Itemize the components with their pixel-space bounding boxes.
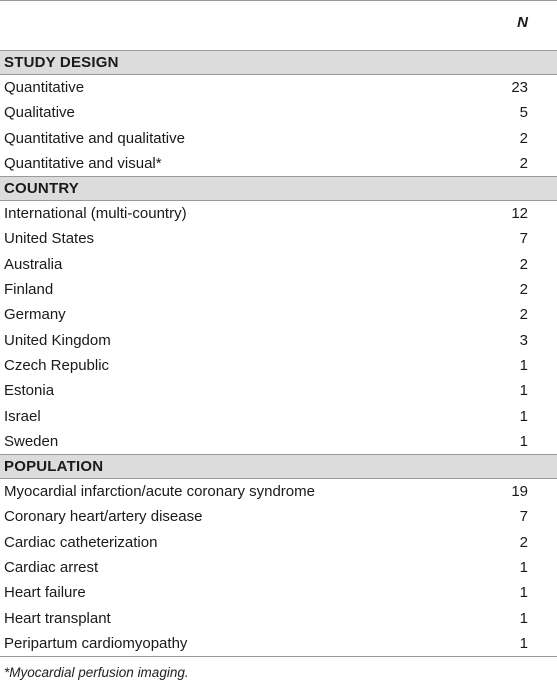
row-label: Sweden bbox=[4, 432, 59, 450]
row-label: International (multi-country) bbox=[4, 205, 187, 223]
row-label: Heart transplant bbox=[4, 609, 111, 627]
row-label: Peripartum cardiomyopathy bbox=[4, 634, 188, 652]
row-count: 1 bbox=[519, 432, 528, 450]
row-label: Cardiac catheterization bbox=[4, 533, 158, 551]
row-label: Finland bbox=[4, 281, 54, 299]
footnote: *Myocardial perfusion imaging. bbox=[4, 665, 189, 681]
row-count: 12 bbox=[511, 205, 528, 223]
table-row bbox=[0, 580, 557, 605]
table-header bbox=[0, 1, 557, 50]
table-row bbox=[0, 277, 557, 302]
row-count: 3 bbox=[519, 331, 528, 349]
row-count: 2 bbox=[519, 533, 528, 551]
row-label: Czech Republic bbox=[4, 356, 110, 374]
row-label: Australia bbox=[4, 255, 63, 273]
table-row bbox=[0, 404, 557, 429]
row-count: 2 bbox=[519, 129, 528, 147]
row-label: United Kingdom bbox=[4, 331, 111, 349]
row-label: Myocardial infarction/acute coronary syndrome bbox=[4, 483, 315, 501]
row-label: Coronary heart/artery disease bbox=[4, 508, 203, 526]
row-label: Heart failure bbox=[4, 584, 86, 602]
row-count: 1 bbox=[519, 609, 528, 627]
section-header bbox=[0, 50, 557, 75]
table-row bbox=[0, 378, 557, 403]
row-count: 1 bbox=[519, 382, 528, 400]
row-count: 2 bbox=[519, 154, 528, 172]
table-row bbox=[0, 631, 557, 656]
table-row bbox=[0, 100, 557, 125]
table-row bbox=[0, 126, 557, 151]
table-row bbox=[0, 353, 557, 378]
row-count: 2 bbox=[519, 255, 528, 273]
section-title: STUDY DESIGN bbox=[4, 54, 119, 71]
row-count: 19 bbox=[511, 483, 528, 501]
row-count: 1 bbox=[519, 584, 528, 602]
table-row bbox=[0, 151, 557, 176]
table-row bbox=[0, 555, 557, 580]
row-count: 1 bbox=[519, 356, 528, 374]
row-count: 1 bbox=[519, 634, 528, 652]
section-header bbox=[0, 176, 557, 201]
row-count: 1 bbox=[519, 559, 528, 577]
row-count: 2 bbox=[519, 306, 528, 324]
table-row bbox=[0, 75, 557, 100]
n-column-header: N bbox=[517, 14, 528, 31]
row-label: Quantitative and qualitative bbox=[4, 129, 185, 147]
row-count: 2 bbox=[519, 281, 528, 299]
table-row bbox=[0, 429, 557, 454]
section-header bbox=[0, 454, 557, 479]
section-title: POPULATION bbox=[4, 458, 104, 476]
table-row bbox=[0, 201, 557, 226]
row-count: 5 bbox=[519, 104, 528, 122]
row-label: Germany bbox=[4, 306, 66, 324]
row-label: Estonia bbox=[4, 382, 55, 400]
row-label: United States bbox=[4, 230, 95, 248]
row-count: 7 bbox=[519, 508, 528, 526]
table-body bbox=[0, 50, 557, 656]
section-title: COUNTRY bbox=[4, 180, 80, 198]
table-row bbox=[0, 252, 557, 277]
row-count: 7 bbox=[519, 230, 528, 248]
table-row bbox=[0, 226, 557, 251]
table-row bbox=[0, 530, 557, 555]
row-label: Qualitative bbox=[4, 104, 75, 122]
table-row bbox=[0, 606, 557, 631]
table-row bbox=[0, 302, 557, 327]
table-row bbox=[0, 504, 557, 529]
row-label: Quantitative and visual* bbox=[4, 154, 162, 172]
row-count: 1 bbox=[519, 407, 528, 425]
row-label: Quantitative bbox=[4, 79, 85, 96]
row-label: Israel bbox=[4, 407, 41, 425]
row-count: 23 bbox=[511, 79, 528, 96]
row-label: Cardiac arrest bbox=[4, 559, 99, 577]
table-row bbox=[0, 328, 557, 353]
table-row bbox=[0, 479, 557, 504]
